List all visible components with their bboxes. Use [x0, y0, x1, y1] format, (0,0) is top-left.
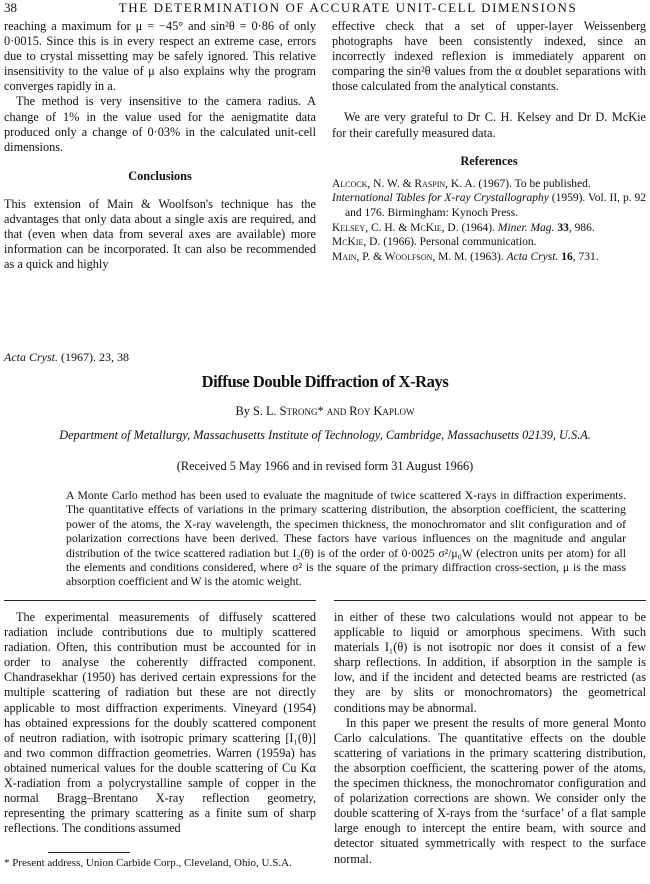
intro-paragraph: The experimental measurements of diffusely scattered radiation include contributions due to multiply scattered radiation. Often, this contribution must be accounted for in order to analyse the coherently diffracted component. Chandrasekhar (1950) has derived certain expressions for the multiple scattering of radiation but these are not directly applicable to most diffraction experiments. Vineyard (1954) has obtained expressions for the doubly scattered component of neutron radiation, with isotropic primary scattering [I₁(θ)] and two common diffraction geometries. Warren (1959a) has obtained numerical values for the double scattering of Cu Kα X-radiation from a polycrystalline sample of copper in the normal Bragg–Brentano X-ray reflection geometry, representing the primary scattering as a finite sum of sharp reflections. The conditions assumed	[4, 610, 316, 836]
article-right-column	[334, 610, 646, 867]
right-paragraph-2: In this paper we present the results of more general Monto Carlo calculations. The quantitative effects on the double scattering of variations in the primary scattering distribution, the absorption coefficient, the scattering power of the atoms, the specimen thickness, the monochromator configuration and of polarization corrections are shown. We consider only the double scattering of X-rays from the ‘surface’ of a flat sample large enough to intercept the entire beam, with source and detector situated symmetrically with respect to the surface normal.	[334, 715, 646, 866]
footnote: * Present address, Union Carbide Corp., Cleveland, Ohio, U.S.A.	[4, 857, 292, 869]
prev-right-paragraph: effective check that a set of upper-layer Weissenberg photographs have been consistently indexed, since an incorrectly indexed reflexion is immediately apparent on comparing the sin²θ values from the α doublet separations with those calculated from the analytical constants.	[332, 19, 646, 94]
article-citation: Acta Cryst. (1967). 23, 38	[4, 350, 129, 364]
received-dates: (Received 5 May 1966 and in revised form 31 August 1966)	[176, 459, 474, 473]
reference-item: McKie, D. (1966). Personal communication.	[332, 236, 537, 249]
footnote-rule	[48, 852, 130, 853]
divider-right	[334, 600, 646, 601]
abstract: A Monte Carlo method has been used to evaluate the magnitude of twice scattered X-rays in diffraction experiments. The quantitative effects of variations in the primary scattering distribution, the absorption coefficient, the scattering power of the atoms, the X-ray wavelength, the specimen thickness, the monochromator and slit configuration and of polarization corrections have been derived. These factors have various influences on the magnitude and angular distribution of the twice scattered radiation but I₂(θ) is of the order of 0·0025 σ²/μ₀W (electron units per atom) for all the elements and conditions considered, where σ² is the square of the primary diffraction cross-section, μ is the mass absorption coefficient and W is the atomic weight.	[66, 489, 626, 589]
reference-item: International Tables for X-ray Crystallography (1959). Vol. II, p. 92 and 176. Birmingham: Kynoch Press.	[332, 192, 646, 220]
right-paragraph-1: in either of these two calculations would not appear to be applicable to liquid or amorphous specimens. With such materials I₁(θ) is not isotropic nor does it consist of a few sharp reflections. In addition, if absorption in the sample is low, and if the incident and detected beams are restricted (as they are by slits or monochromators) the geometrical conditions may be abnormal.	[334, 610, 646, 715]
conclusions-heading: Conclusions	[128, 168, 192, 183]
conclusions-text: This extension of Main & Woolfson's technique has the advantages that only data about a single axis are required, and that (even when data from several axes are available) more information can be incorporated. It can also be recommended as a quick and highly	[4, 196, 316, 272]
page-number: 38	[4, 0, 17, 15]
reference-list	[332, 177, 646, 265]
prev-paragraph-2: The method is very insensitive to the camera radius. A change of 1% in the value used for the aenigmatite data produced only a change of 0·03% in the calculated unit-cell dimensions.	[4, 94, 316, 154]
reference-item: Kelsey, C. H. & McKie, D. (1964). Miner. Mag. 33, 986.	[332, 221, 595, 234]
divider-left	[4, 600, 316, 601]
affiliation: Department of Metallurgy, Massachusetts Institute of Technology, Cambridge, Massachusetts 02139, U.S.A.	[59, 428, 591, 442]
running-head: THE DETERMINATION OF ACCURATE UNIT-CELL DIMENSIONS	[118, 0, 578, 15]
prev-paragraph-1: reaching a maximum for μ = −45° and sin²θ = 0·86 of only 0·0015. Since this is in every respect an extreme case, errors due to crystal missetting may be safely ignored. This relative insensitivity to the value of μ also explains why the program converges rapidly in a.	[4, 19, 316, 94]
prev-article-left-column	[4, 19, 316, 272]
acknowledgement: We are very grateful to Dr C. H. Kelsey and Dr D. McKie for their carefully measured data.	[332, 110, 646, 140]
reference-item: Main, P. & Woolfson, M. M. (1963). Acta Cryst. 16, 731.	[332, 251, 599, 264]
article-title: Diffuse Double Diffraction of X-Rays	[201, 372, 449, 391]
article-left-column	[4, 610, 316, 836]
page-header	[4, 0, 648, 18]
references-heading: References	[460, 153, 518, 168]
article-authors: By S. L. Strong* and Roy Kaplow	[235, 404, 415, 418]
prev-article-right-column	[332, 19, 646, 265]
reference-item: Alcock, N. W. & Raspin, K. A. (1967). To be published.	[332, 177, 591, 190]
